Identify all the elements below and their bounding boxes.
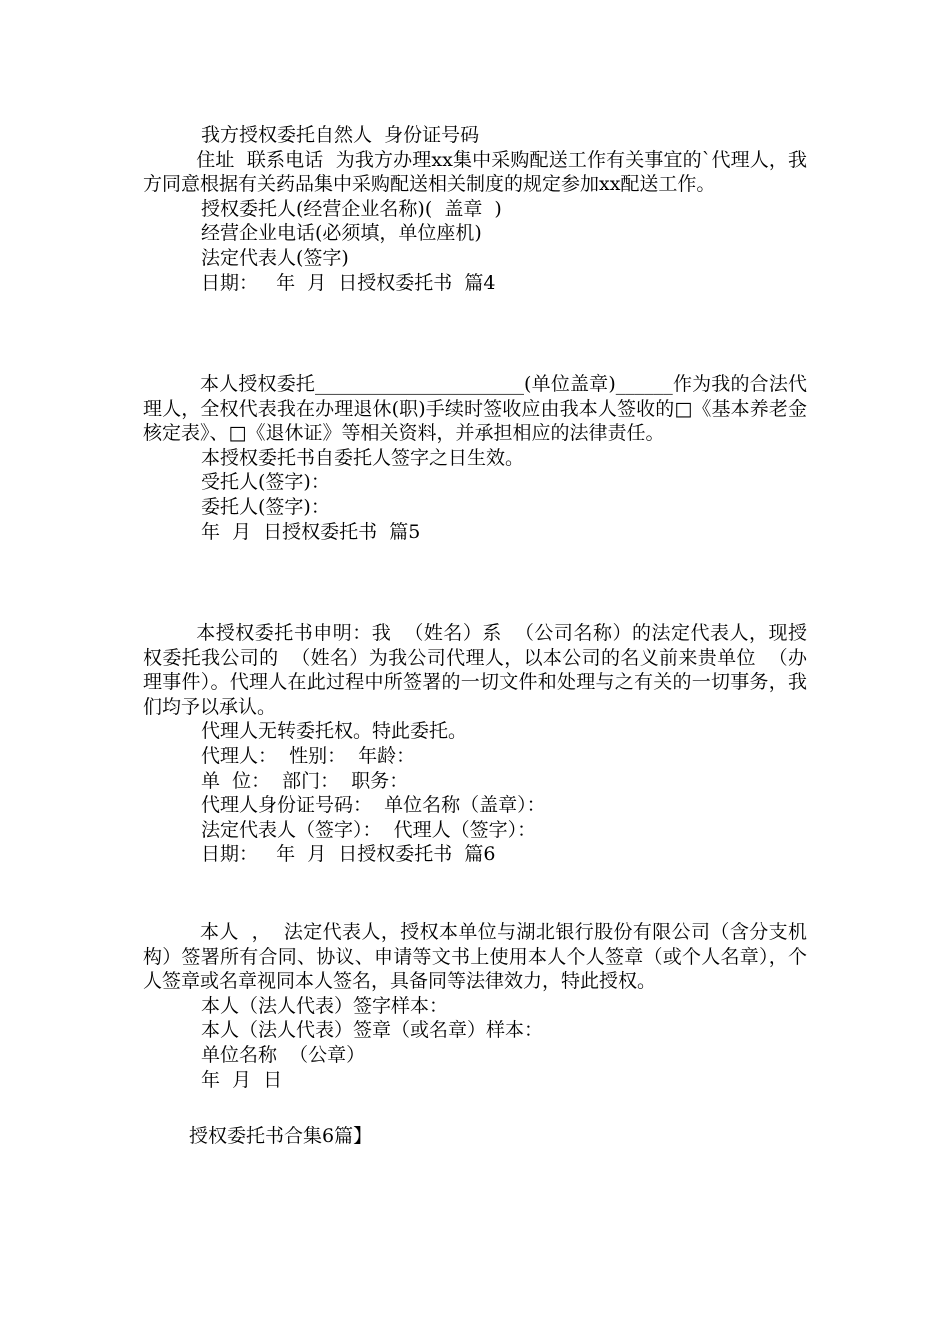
paragraph: 本授权委托书申明：我 （姓名）系 （公司名称）的法定代表人，现授权委托我公司的 （姓名）为我公司代理人，以本公司的名义前来贵单位 （办理事件）。代理人在此过程中所签署的一切文件和处理与之有关的一切事务，我们均予以承认。 [143,622,807,718]
text-line: 委托人(签字)： [201,495,330,518]
text-line: 经营企业电话(必须填，单位座机) [201,222,482,245]
document-footer: 授权委托书合集6篇】 [189,1125,373,1147]
text-line: 日期： 年 月 日授权委托书 篇4 [201,271,496,294]
text-line: 本授权委托书自委托人签字之日生效。 [201,446,525,469]
text-line: 单 位： 部门： 职务： [201,769,409,792]
paragraph: 住址 联系电话 为我方办理xx集中采购配送工作有关事宜的`代理人，我方同意根据有关药品集中采购配送相关制度的规定参加xx配送工作。 [143,148,807,196]
text-line: 法定代表人(签字) [201,246,349,269]
text-line: 代理人无转委托权。特此委托。 [201,720,468,743]
text-line: 授权委托人(经营企业名称)( 盖章 ) [201,197,502,220]
paragraph: 本人授权委托______________________(单位盖章)______作为我的合法代理人，全权代表我在办理退休(职)手续时签收应由我本人签收的□《基本养老金核定表》、□《退休证》等相关资料，并承担相应的法律责任。 [143,373,807,445]
text-line: 代理人： 性别： 年龄： [201,744,416,767]
text-line: 单位名称 （公章） [201,1043,366,1066]
text-line: 本人（法人代表）签章（或名章）样本： [201,1019,544,1042]
text-line: 日期： 年 月 日授权委托书 篇6 [201,843,496,866]
section-4 [143,920,807,1092]
text-line: 法定代表人（签字）： 代理人（签字）： [201,818,537,841]
text-line: 年 月 日授权委托书 篇5 [201,520,421,543]
text-line: 我方授权委托自然人 身份证号码 [201,124,480,146]
paragraph: 本人 ， 法定代表人，授权本单位与湖北银行股份有限公司（含分支机构）签署所有合同、协议、申请等文书上使用本人个人签章（或个人名章），个人签章或名章视同本人签名，具备同等法律效力，特此授权。 [143,921,807,993]
text-line: 本人（法人代表）签字样本： [201,994,449,1017]
section-2 [143,372,807,544]
text-line: 受托人(签字)： [201,471,330,494]
text-line: 年 月 日 [201,1068,283,1091]
section-1 [143,123,807,295]
text-line: 代理人身份证号码： 单位名称（盖章）： [201,794,546,817]
section-3 [143,621,807,867]
